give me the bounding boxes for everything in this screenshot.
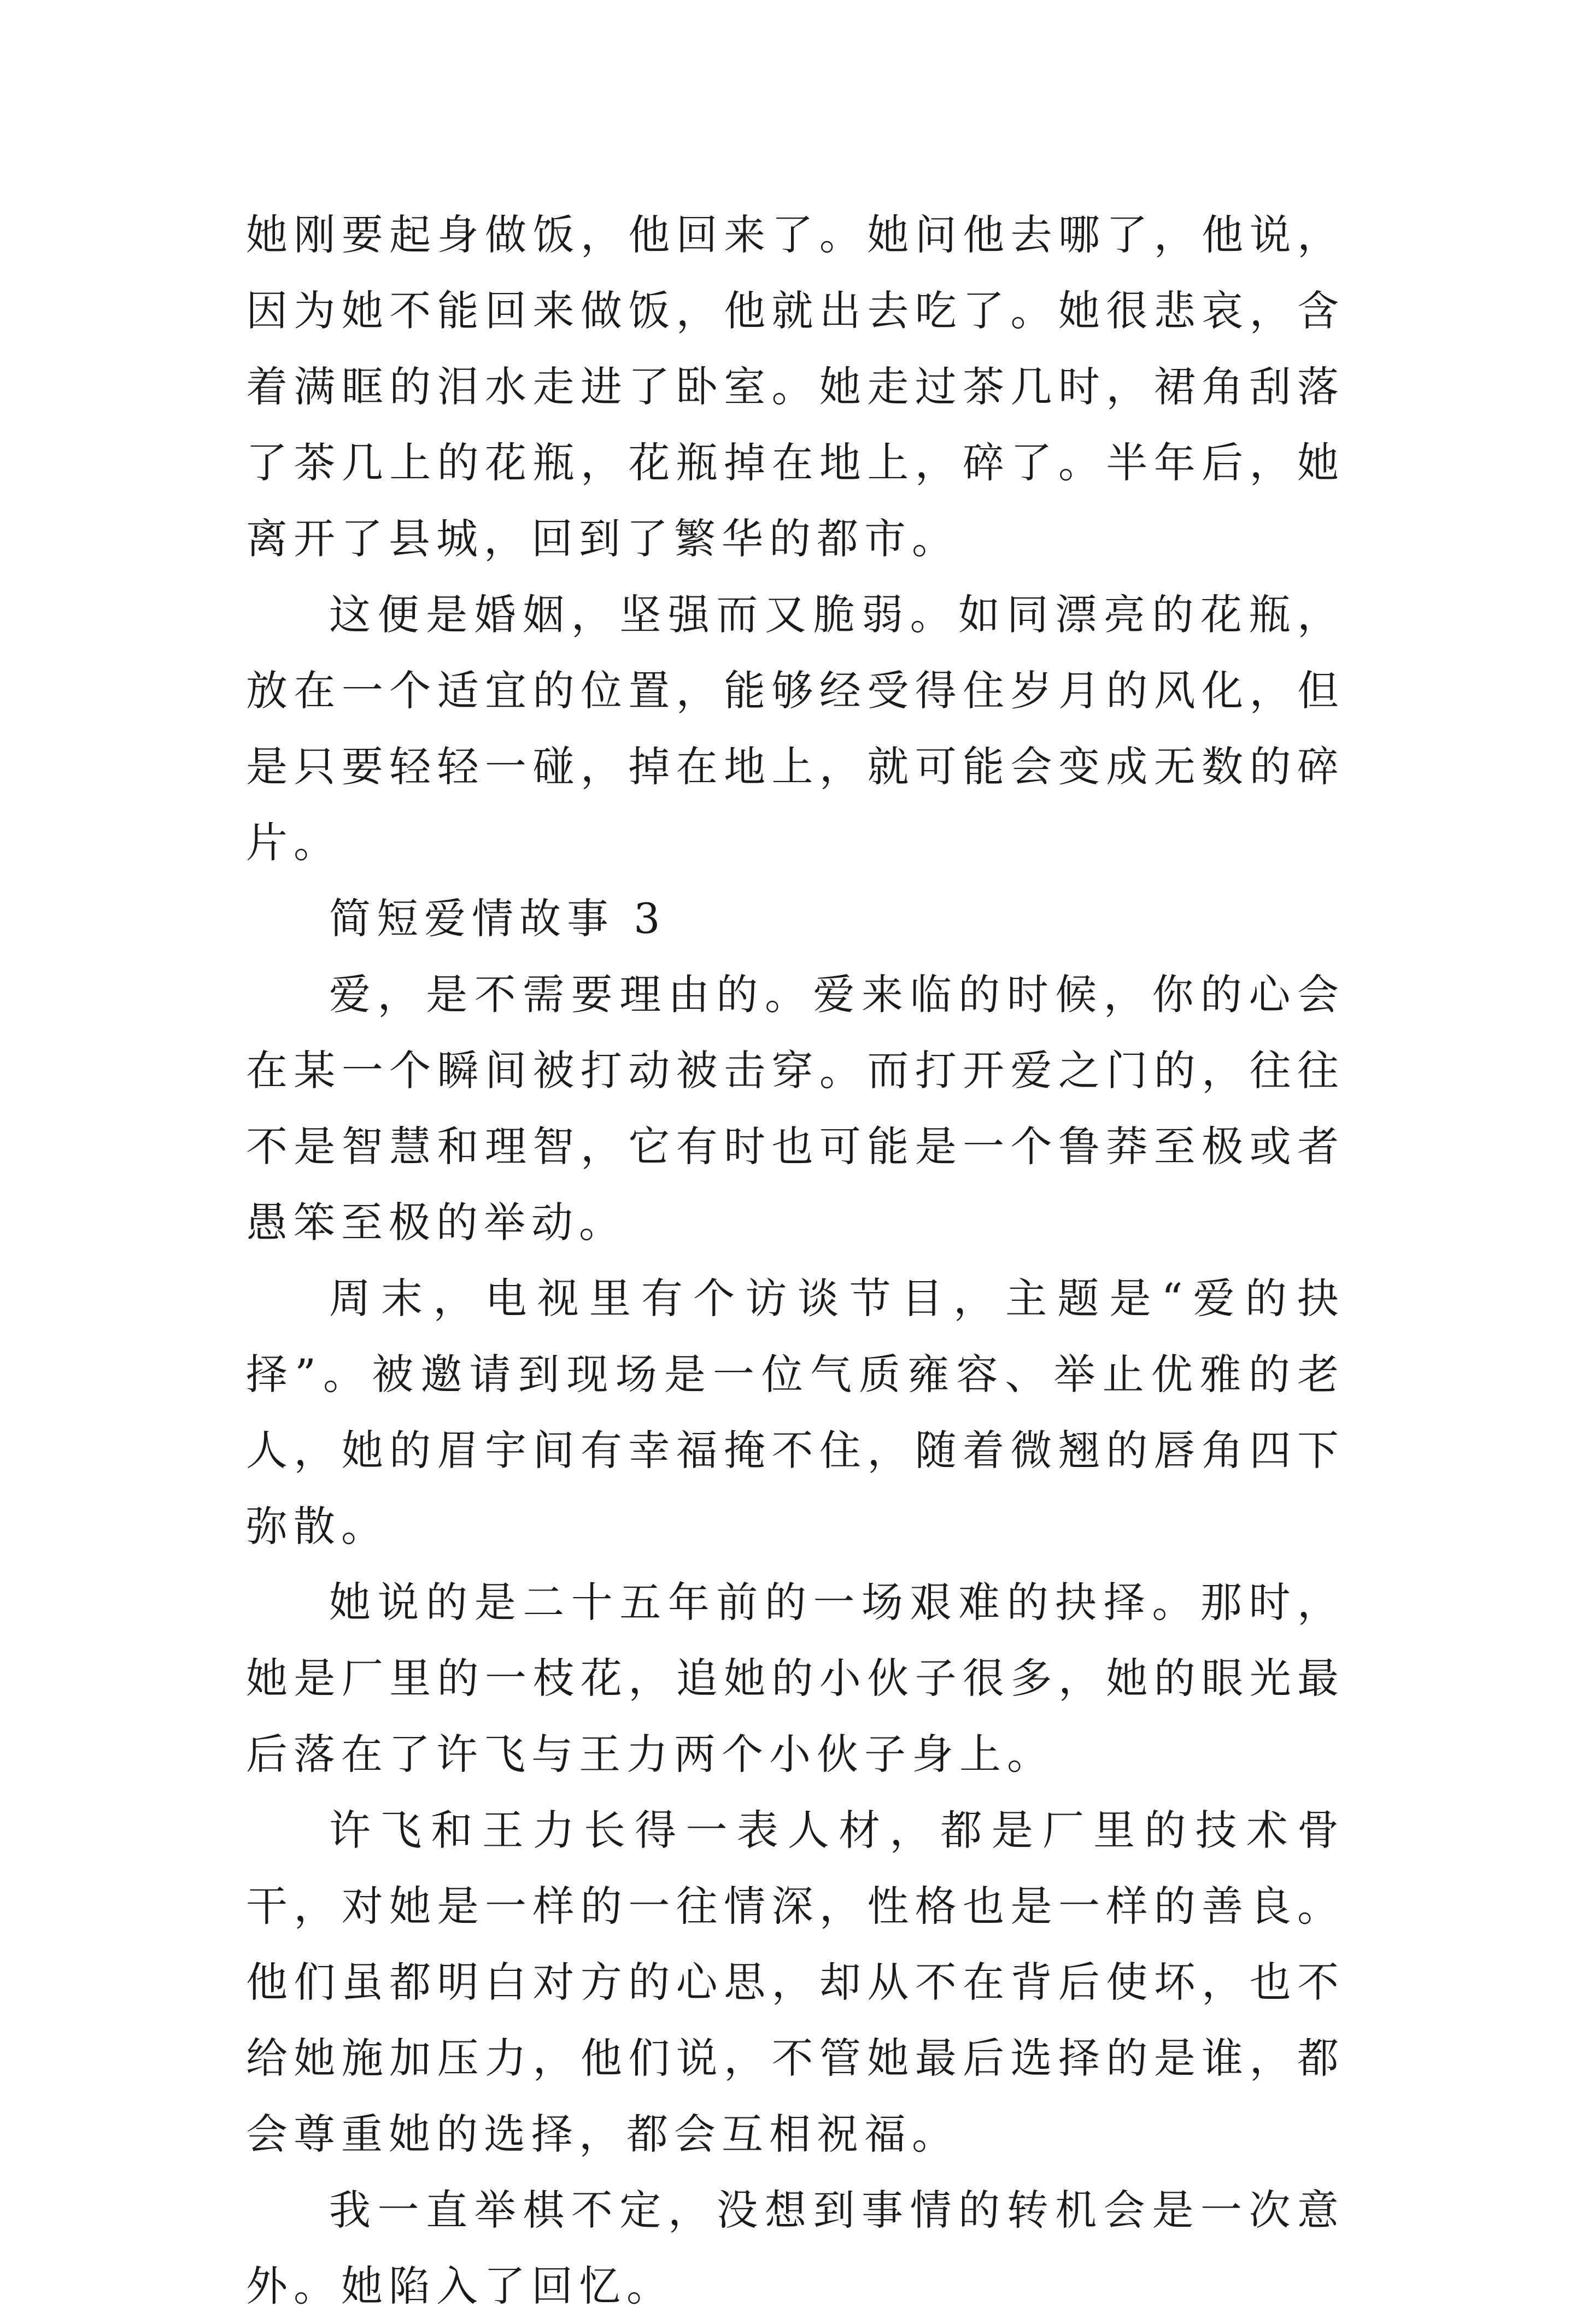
document-page	[246, 197, 1345, 2324]
paragraph: 周末，电视里有个访谈节目，主题是“爱的抉择”。被邀请到现场是一位气质雍容、举止优雅的老人，她的眉宇间有幸福掩不住，随着微翘的唇角四下弥散。	[246, 1274, 1345, 1551]
paragraph: 许飞和王力长得一表人材，都是厂里的技术骨干，对她是一样的一往情深，性格也是一样的善良。他们虽都明白对方的心思，却从不在背后使坏，也不给她施加压力，他们说，不管她最后选择的是谁，都会尊重她的选择，都会互相祝福。	[246, 1806, 1345, 2158]
paragraph: 这便是婚姻，坚强而又脆弱。如同漂亮的花瓶，放在一个适宜的位置，能够经受得住岁月的风化，但是只要轻轻一碰，掉在地上，就可能会变成无数的碎片。	[246, 590, 1345, 867]
paragraph: 我一直举棋不定，没想到事情的转机会是一次意外。她陷入了回忆。	[246, 2186, 1345, 2310]
paragraph: 她刚要起身做饭，他回来了。她问他去哪了，他说，因为她不能回来做饭，他就出去吃了。她很悲哀，含着满眶的泪水走进了卧室。她走过茶几时，裙角刮落了茶几上的花瓶，花瓶掉在地上，碎了。半年后，她离开了县城，回到了繁华的都市。	[246, 210, 1345, 563]
section-heading: 简短爱情故事 3	[329, 894, 666, 943]
paragraph: 爱，是不需要理由的。爱来临的时候，你的心会在某一个瞬间被打动被击穿。而打开爱之门的，往往不是智慧和理智，它有时也可能是一个鲁莽至极或者愚笨至极的举动。	[246, 970, 1345, 1247]
paragraph: 她说的是二十五年前的一场艰难的抉择。那时，她是厂里的一枝花，追她的小伙子很多，她的眼光最后落在了许飞与王力两个小伙子身上。	[246, 1578, 1345, 1779]
